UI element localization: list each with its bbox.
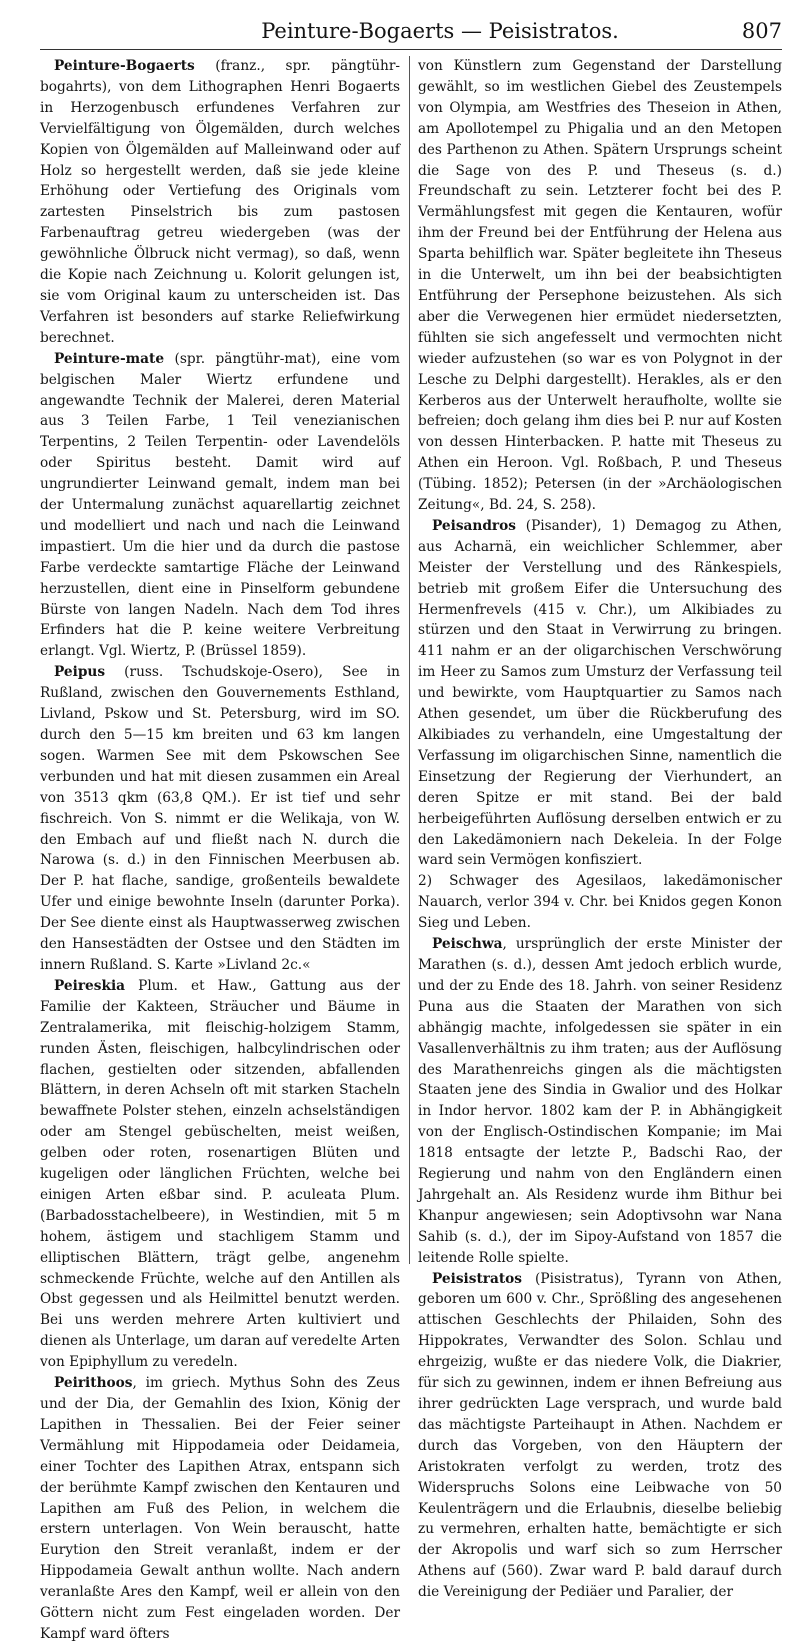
- dictionary-entry: [40, 56, 400, 349]
- entry-headword: Peirithoos: [54, 1375, 133, 1392]
- column-divider: [409, 56, 410, 1264]
- entry-headword: Peisistratos: [432, 1270, 523, 1287]
- right-column: [418, 56, 782, 1601]
- dictionary-entry: [40, 1373, 400, 1645]
- entry-text: 2) Schwager des Agesilaos, lakedämonischer Nauarch, verlor 394 v. Chr. bei Knidos gegen Konon Sieg und Leben.: [418, 873, 782, 932]
- dictionary-entry: [40, 662, 400, 976]
- dictionary-entry: [418, 871, 782, 934]
- dictionary-entry: [418, 1269, 782, 1604]
- entry-text: Plum. et Haw., Gattung aus der Familie der Kakteen, Sträucher und Bäume in Zentralamerika, mit fleischig-holzigem Stamm, runden Ästen, fleischigen, halbcylindrischen oder flachen, gestielten oder sitzenden, abfallenden Blättern, in deren Achseln oft mit starken Stacheln bewaffnete Polster stehen, einzeln achselständigen oder am Stengel gebüschelten, meist weißen, gelben oder roten, rosenartigen Blüten und kugeligen oder länglichen Früchten, welche bei einigen Arten eßbar sind. P. aculeata Plum. (Barbadosstachelbeere), in Westindien, mit 5 m hohem, ästigem und stachligem Stamm und elliptischen Blättern, trägt gelbe, angenehm schmeckende Früchte, welche auf den Antillen als Obst gegessen und als Heilmittel benutzt werden. Bei uns werden mehrere Arten kultiviert und dienen als Unterlage, um daran auf veredelte Arten von Epiphyllum zu veredeln.: [40, 977, 400, 1371]
- page-title: Peinture-Bogaerts — Peisistratos.: [261, 19, 619, 43]
- entry-text: (Pisander), 1) Demagog zu Athen, aus Acharnä, ein weichlicher Schlemmer, aber Meister der Verstellung und des Ränkespiels, betrieb mit großem Eifer die Untersuchung des Hermenfrevels (415 v. Chr.), um Alkibiades zu stürzen und den Staat in Verwirrung zu bringen. 411 nahm er an der oligarchischen Verschwörung im Heer zu Samos zum Umsturz der Verfassung teil und bewirkte, vom Hauptquartier zu Samos nach Athen gesendet, um über die Rückberufung des Alkibiades zu verhandeln, eine Umgestaltung der Verfassung im oligarchischen Sinne, namentlich die Einsetzung der Regierung der Vierhundert, an deren Spitze er mit stand. Bei der bald herbeigeführten Auflösung derselben entwich er zu den Lakedämoniern nach Dekeleia. In der Folge ward sein Vermögen konfisziert.: [418, 517, 782, 869]
- entry-text: (spr. pängtühr-mat), eine vom belgischen Maler Wiertz erfundene und angewandte Technik der Malerei, deren Material aus 3 Teilen Farbe, 1 Teil venezianischen Terpentins, 2 Teilen Terpentin- oder Lavendelöls oder Spiritus besteht. Damit wird auf ungrundierter Leinwand gemalt, indem man bei der Untermalung zunächst aquarellartig zeichnet und modelliert und nach und nach die Leinwand impastiert. Um die hier und da durch die pastose Farbe verdeckte samtartige Fläche der Leinwand herzustellen, dient eine in Pinselform gebundene Bürste von langen Nadeln. Nach dem Tod ihres Erfinders hat die P. keine weitere Verbreitung erlangt. Vgl. Wiertz, P. (Brüssel 1859).: [40, 350, 400, 660]
- entry-text: , ursprünglich der erste Minister der Marathen (s. d.), dessen Amt jedoch erblich wurde, und der zu Ende des 18. Jahrh. von seiner Residenz Puna aus die Staaten der Marathen von sich abhängig machte, infolgedessen sie später in ein Vasallenverhältnis zu ihm traten; aus der Auflösung des Marathenreichs gingen als die mächtigsten Staaten jene des Sindia in Gwalior und des Holkar in Indor hervor. 1802 kam der P. in Abhängigkeit von der Englisch-Ostindischen Kompanie; im Mai 1818 entsagte der letzte P., Badschi Rao, der Regierung und nahm von den Engländern einen Jahrgehalt an. Als Residenz wurde ihm Bithur bei Khanpur angewiesen; sein Adoptivsohn war Nana Sahib (s. d.), der im Sipoy-Aufstand von 1857 die leitende Rolle spielte.: [418, 936, 782, 1266]
- entry-text: (Pisistratus), Tyrann von Athen, geboren um 600 v. Chr., Sprößling des angesehenen attischen Geschlechts der Philaiden, Sohn des Hippokrates, Verwandter des Solon. Schlau und ehrgeizig, wußte er das niedere Volk, die Diakrier, für sich zu gewinnen, indem er ihnen Befreiung aus ihrer gedrückten Lage versprach, und wurde bald das mächtigste Parteihaupt in Athen. Nachdem er durch das Vorgeben, von den Häuptern der Aristokraten verfolgt zu werden, trotz des Widerspruchs Solons eine Leibwache von 50 Keulenträgern und die Erlaubnis, dieselbe beliebig zu vermehren, erhalten hatte, bemächtigte er sich der Akropolis und warf sich so zum Herrscher Athens auf (560). Zwar ward P. bald darauf durch die Vereinigung der Pediäer und Paralier, der: [418, 1270, 782, 1601]
- page-number: 807: [741, 19, 782, 43]
- dictionary-entry: [418, 56, 782, 516]
- header-rule: [40, 49, 782, 50]
- entry-headword: Peinture-mate: [54, 350, 165, 367]
- dictionary-entry: [40, 349, 400, 663]
- entry-headword: Peinture-Bogaerts: [54, 58, 195, 74]
- entry-text: (franz., spr. pängtühr-bogahrts), von dem Lithographen Henri Bogaerts in Herzogenbusch erfundenes Verfahren zur Vervielfältigung von Ölgemälden, durch welches Kopien von Ölgemälden auf Malleinwand oder auf Holz so hergestellt werden, daß sie jede kleine Erhöhung oder Vertiefung des Originals vom zartesten Pinselstrich bis zum pastosen Farbenauftrag getreu wiedergeben (was der gewöhnliche Ölbruck nicht vermag), so daß, wenn die Kopie nach Zeichnung u. Kolorit gelungen ist, sie vom Original kaum zu unterscheiden ist. Das Verfahren ist besonders auf starke Reliefwirkung berechnet.: [40, 58, 400, 346]
- dictionary-entry: [40, 976, 400, 1373]
- entry-headword: Peipus: [54, 664, 106, 681]
- left-column: [40, 56, 400, 1642]
- entry-headword: Peischwa: [432, 936, 503, 953]
- dictionary-entry: [418, 934, 782, 1269]
- dictionary-entry: [418, 516, 782, 871]
- entry-headword: Peireskia: [54, 977, 126, 994]
- entry-text: , im griech. Mythus Sohn des Zeus und der Dia, der Gemahlin des Ixion, König der Lapithen in Thessalien. Bei der Feier seiner Vermählung mit Hippodameia oder Deidameia, einer Tochter des Lapithen Atrax, entspann sich der berühmte Kampf zwischen den Kentauren und Lapithen am Fuß des Pelion, in welchem die erstern unterlagen. Von Wein berauscht, hatte Eurytion den Streit veranlaßt, indem er der Hippodameia Gewalt anthun wollte. Nach andern veranlaßte Ares den Kampf, weil er allein von den Göttern nicht zum Fest eingeladen worden. Der Kampf ward öfters: [40, 1375, 400, 1642]
- entry-headword: Peisandros: [432, 517, 516, 534]
- entry-text: (russ. Tschudskoje-Osero), See in Rußland, zwischen den Gouvernements Esthland, Livland, Pskow und St. Petersburg, wird im SO. durch den 5—15 km breiten und 63 km langen sogen. Warmen See mit dem Pskowschen See verbunden und hat mit diesen zusammen ein Areal von 3513 qkm (63,8 QM.). Er ist tief und sehr fischreich. Von S. nimmt er die Welikaja, von W. den Embach auf und fließt nach N. durch die Narowa (s. d.) in den Finnischen Meerbusen ab. Der P. hat flache, sandige, großenteils bewaldete Ufer und einige bewohnte Inseln (darunter Porka). Der See diente einst als Hauptwasserweg zwischen den Hansestädten der Ostsee und den Städten im innern Rußland. S. Karte »Livland 2c.«: [40, 664, 400, 973]
- running-header: [40, 16, 782, 46]
- entry-text: von Künstlern zum Gegenstand der Darstellung gewählt, so im westlichen Giebel des Zeustempels von Olympia, am Westfries des Theseion in Athen, am Apollotempel zu Phigalia und an den Metopen des Parthenon zu Athen. Spätern Ursprungs scheint die Sage von des P. und Theseus (s. d.) Freundschaft zu sein. Letzterer focht bei des P. Vermählungsfest mit gegen die Kentauren, wofür ihm der Freund bei der Entführung der Helena aus Sparta behilflich war. Später begleitete ihn Theseus in die Unterwelt, um ihn bei der beabsichtigten Entführung der Persephone beizustehen. Als sich aber die Verwegenen hier ermüdet niedersetzten, fühlten sie sich angefesselt und vermochten nicht wieder aufzustehen (so war es von Polygnot in der Lesche zu Delphi dargestellt). Herakles, als er den Kerberos aus der Unterwelt heraufholte, wollte sie befreien; doch gelang ihm dies bei P. nur auf Kosten von dessen Hinterbacken. P. hatte mit Theseus zu Athen ein Heroon. Vgl. Roßbach, P. und Theseus (Tübing. 1852); Petersen (in der »Archäologischen Zeitung«, Bd. 24, S. 258).: [418, 58, 782, 514]
